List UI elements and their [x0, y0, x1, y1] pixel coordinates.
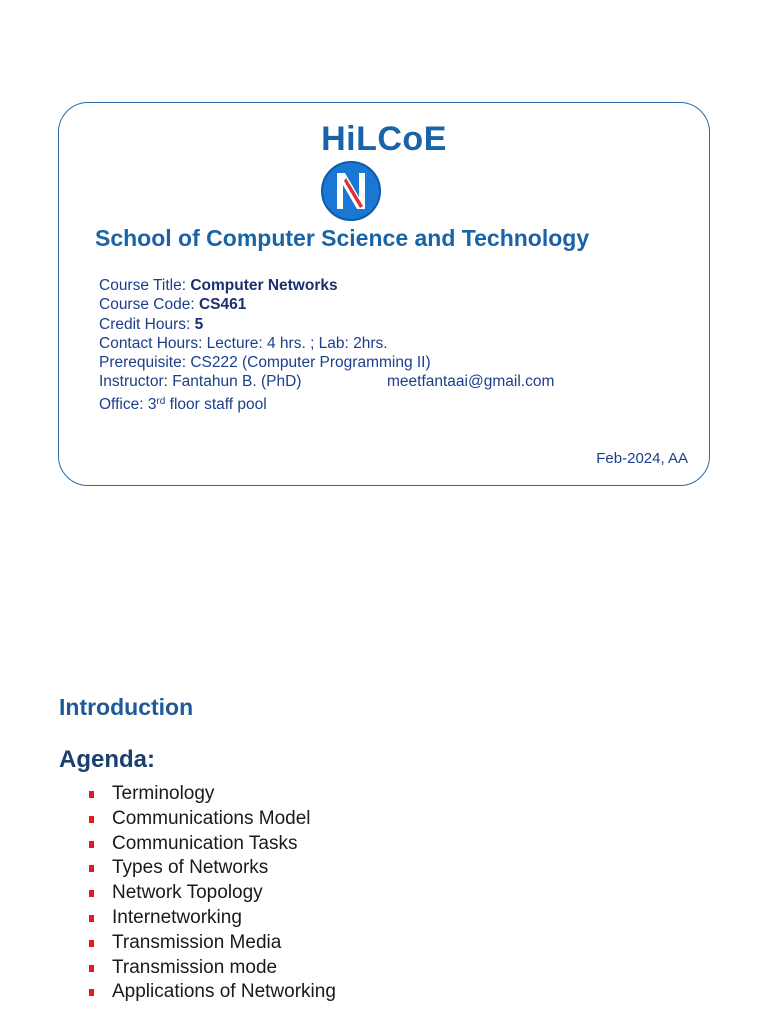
agenda-item [88, 832, 336, 857]
contact-hours-row: Contact Hours: Lecture: 4 hrs. ; Lab: 2hrs. [99, 334, 388, 352]
school-name: School of Computer Science and Technology [95, 225, 590, 251]
bullet-icon [89, 915, 94, 922]
agenda-item-label: Communication Tasks [112, 832, 298, 854]
date-location: Feb-2024, AA [596, 450, 688, 467]
office-ordinal: rd [156, 395, 166, 407]
bullet-icon [89, 940, 94, 947]
credit-hours-label: Credit Hours: [99, 315, 195, 333]
agenda-item [88, 906, 336, 931]
course-title-value: Computer Networks [190, 277, 338, 294]
instructor-email: meetfantaai@gmail.com [387, 373, 555, 391]
agenda-item-label: Terminology [112, 783, 215, 804]
course-title-row [99, 276, 431, 295]
office-suffix: floor staff pool [165, 395, 267, 413]
bullet-icon [89, 841, 94, 848]
agenda-item [88, 931, 336, 956]
instructor-name: Instructor: Fantahun B. (PhD) [99, 373, 302, 391]
agenda-item-label: Types of Networks [112, 857, 269, 879]
course-code-label: Course Code: [99, 296, 199, 314]
agenda-item-label: Communications Model [112, 807, 311, 829]
course-info [99, 276, 555, 413]
hilcoe-logo-icon [320, 160, 382, 222]
office-row [99, 392, 431, 411]
bullet-icon [89, 965, 94, 972]
credit-hours-row [99, 315, 431, 334]
agenda-item [88, 807, 336, 832]
title-card [58, 102, 710, 486]
agenda-item [88, 782, 336, 807]
agenda-item-label: Transmission Media [112, 931, 282, 953]
agenda-item [88, 980, 336, 1005]
brand-title: HiLCoE [321, 120, 447, 158]
bullet-icon [89, 865, 94, 872]
agenda-item-label: Internetworking [112, 906, 242, 928]
bullet-icon [89, 890, 94, 897]
bullet-icon [89, 791, 94, 798]
agenda-item [88, 856, 336, 881]
credit-hours-value: 5 [194, 315, 204, 333]
course-title-label: Course Title: [99, 277, 191, 294]
agenda-list [88, 782, 336, 1005]
agenda-item [88, 956, 336, 981]
prerequisite-row: Prerequisite: CS222 (Computer Programming II) [99, 354, 431, 372]
section-heading: Introduction [59, 694, 194, 720]
bullet-icon [89, 989, 94, 996]
agenda-title: Agenda: [59, 746, 155, 773]
agenda-item [88, 881, 336, 906]
agenda-item-label: Network Topology [112, 882, 263, 904]
course-code-value: CS461 [198, 296, 247, 314]
office-prefix: Office: 3 [99, 395, 157, 413]
course-code-row [99, 295, 431, 314]
bullet-icon [89, 816, 94, 823]
agenda-item-label: Transmission mode [112, 956, 278, 978]
instructor-row [99, 372, 555, 391]
agenda-item-label: Applications of Networking [112, 981, 336, 1003]
